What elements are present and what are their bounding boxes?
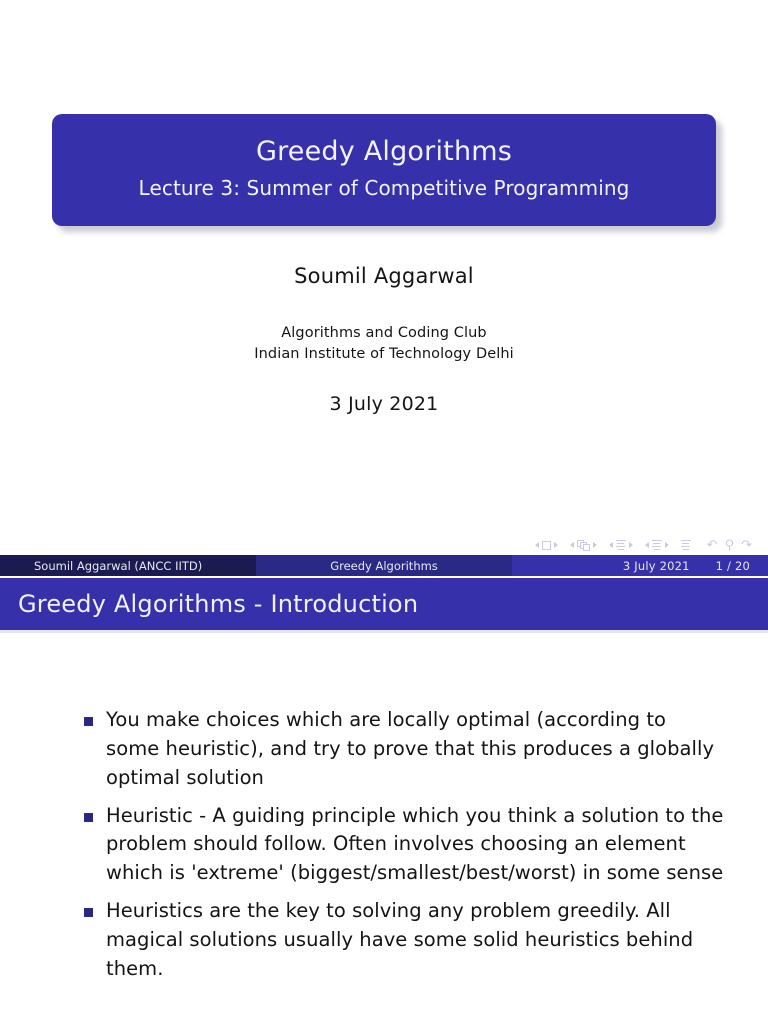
footline-title-segment (256, 555, 512, 576)
title-block-body (52, 114, 716, 226)
subsection-icon[interactable] (616, 540, 626, 550)
list-item (0, 897, 768, 984)
footline-date-text: 3 July 2021 (622, 558, 690, 573)
list-item (0, 802, 768, 889)
slide-next-icon[interactable] (554, 542, 558, 548)
list-item-text: You make choices which are locally optimal (according to some heuristic), and try to prove that this produces a globally optimal solution (106, 708, 715, 789)
author-name: Soumil Aggarwal (294, 264, 474, 288)
institute-line-club: Algorithms and Coding Club (281, 325, 487, 341)
nav-subsection-group[interactable] (609, 540, 633, 550)
presentation-date: 3 July 2021 (329, 393, 439, 415)
bullet-square-icon (84, 717, 93, 726)
nav-frame-group[interactable] (570, 540, 597, 551)
footline-title-text: Greedy Algorithms (330, 558, 438, 573)
subsection-previous-icon[interactable] (609, 542, 613, 548)
bullet-square-icon (84, 813, 93, 822)
section-icon[interactable] (652, 540, 662, 550)
footline (0, 555, 768, 576)
slide-icon[interactable] (542, 541, 551, 550)
institute-block (0, 323, 768, 365)
list-item-text: Heuristic - A guiding principle which you think a solution to the problem should follow. Often involves choosing an element which is 'extreme' (biggest/smallest/best/worst) in some sense (106, 803, 724, 885)
frame-title-bar (0, 578, 768, 630)
back-icon[interactable]: ↶ (706, 537, 718, 553)
footline-right-segment (512, 555, 768, 576)
frame-title: Greedy Algorithms - Introduction (18, 590, 419, 618)
forward-icon[interactable]: ↷ (741, 537, 752, 553)
table-of-contents-icon[interactable] (681, 540, 691, 550)
slide-previous-icon[interactable] (535, 542, 539, 548)
frame-icon[interactable] (577, 540, 590, 551)
bullet-square-icon (84, 908, 93, 917)
presentation-subtitle: Lecture 3: Summer of Competitive Programming (138, 175, 630, 200)
date-block (0, 393, 768, 415)
search-icon[interactable]: ⚲ (724, 537, 735, 553)
nav-section-group[interactable] (645, 540, 669, 550)
nav-history-group[interactable] (707, 539, 752, 552)
footline-author-segment (0, 555, 256, 576)
list-item (0, 706, 768, 793)
beamer-navigation-symbols[interactable] (535, 536, 752, 554)
list-item-text: Heuristics are the key to solving any problem greedily. All magical solutions usually have some solid heuristics behind them. (106, 899, 694, 980)
nav-slide-group[interactable] (535, 541, 558, 550)
author-block (0, 264, 768, 288)
nav-toc-group[interactable] (681, 540, 691, 550)
section-previous-icon[interactable] (645, 542, 649, 548)
footline-page-number: 1 / 20 (715, 558, 750, 573)
institute-line-university: Indian Institute of Technology Delhi (254, 346, 514, 363)
content-slide (0, 578, 768, 1024)
subsection-next-icon[interactable] (629, 542, 633, 548)
frame-next-icon[interactable] (593, 542, 597, 548)
presentation-title: Greedy Algorithms (255, 136, 513, 168)
frame-previous-icon[interactable] (570, 542, 574, 548)
bullet-list (0, 706, 768, 993)
footline-author-text: Soumil Aggarwal (ANCC IITD) (34, 558, 203, 573)
title-block (52, 114, 716, 226)
section-next-icon[interactable] (665, 542, 669, 548)
frame-title-underline (0, 630, 768, 633)
